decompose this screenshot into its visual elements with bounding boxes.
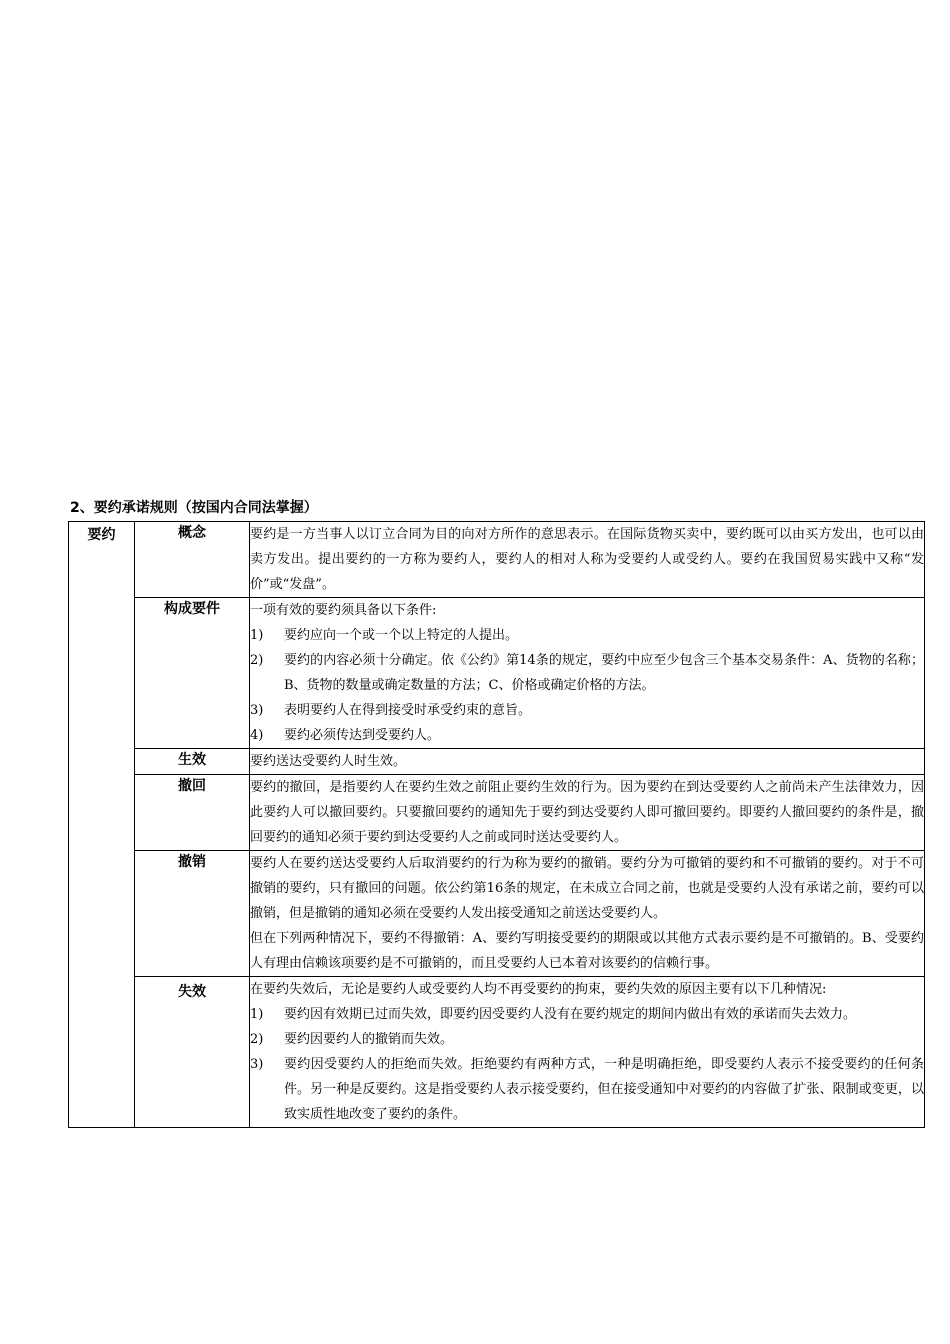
list-number: 2)	[250, 653, 264, 668]
list-item	[250, 698, 924, 723]
list-text: 要约应向一个或一个以上特定的人提出。	[284, 628, 519, 643]
list-number: 1)	[250, 628, 264, 643]
list-item	[250, 648, 924, 698]
list-number: 1)	[250, 1007, 264, 1022]
category-label: 要约	[87, 527, 116, 543]
row-label: 失效	[135, 977, 250, 1128]
list-text: 要约因受要约人的拒绝而失效。拒绝要约有两种方式，一种是明确拒绝，即受要约人表示不接受要约的任何条件。另一种是反要约。这是指受要约人表示接受要约，但在接受通知中对要约的内容做了扩张、限制或变更，以致实质性地改变了要约的条件。	[284, 1057, 924, 1122]
row-content	[250, 851, 925, 977]
paragraph: 要约是一方当事人以订立合同为目的向对方所作的意思表示。在国际货物买卖中，要约既可以由买方发出，也可以由卖方发出。提出要约的一方称为要约人，要约人的相对人称为受要约人或受约人。要约在我国贸易实践中又称“发价”或“发盘”。	[250, 527, 924, 592]
table-row	[69, 749, 925, 775]
paragraph: 但在下列两种情况下，要约不得撤销：A、要约写明接受要约的期限或以其他方式表示要约是不可撤销的。B、受要约人有理由信赖该项要约是不可撤销的，而且受要约人已本着对该要约的信赖行事。	[250, 931, 924, 971]
intro-text: 一项有效的要约须具备以下条件:	[250, 603, 437, 618]
intro-text: 在要约失效后，无论是要约人或受要约人均不再受要约的拘束，要约失效的原因主要有以下几种情况:	[250, 982, 827, 997]
table-row	[69, 977, 925, 1128]
list-item	[250, 623, 924, 648]
list-text: 表明要约人在得到接受时承受约束的意旨。	[284, 703, 532, 718]
section-heading: 2、要约承诺规则（按国内合同法掌握）	[70, 500, 318, 516]
row-label: 概念	[135, 522, 250, 598]
list-text: 要约必须传达到受要约人。	[284, 728, 441, 743]
row-content	[250, 522, 925, 598]
row-content	[250, 775, 925, 851]
list-text: 要约因要约人的撤销而失效。	[284, 1032, 454, 1047]
row-label: 撤销	[135, 851, 250, 977]
row-content	[250, 977, 925, 1128]
paragraph: 要约的撤回，是指要约人在要约生效之前阻止要约生效的行为。因为要约在到达受要约人之前尚未产生法律效力，因此要约人可以撤回要约。只要撤回要约的通知先于要约到达受要约人即可撤回要约。即要约人撤回要约的条件是，撤回要约的通知必须于要约到达受要约人之前或同时送达受要约人。	[250, 780, 924, 845]
list-item	[250, 1052, 924, 1127]
offer-rules-table	[68, 521, 925, 1128]
table-row	[69, 522, 925, 598]
table-row	[69, 598, 925, 749]
list-item	[250, 723, 924, 748]
list-number: 4)	[250, 728, 264, 743]
table-row	[69, 851, 925, 977]
row-content	[250, 749, 925, 775]
list-text: 要约因有效期已过而失效，即要约因受要约人没有在要约规定的期间内做出有效的承诺而失去效力。	[284, 1007, 857, 1022]
list-number: 3)	[250, 1057, 264, 1072]
row-label: 撤回	[135, 775, 250, 851]
list-text: 要约的内容必须十分确定。依《公约》第14条的规定，要约中应至少包含三个基本交易条件：A、货物的名称；B、货物的数量或确定数量的方法；C、价格或确定价格的方法。	[284, 653, 924, 693]
paragraph: 要约人在要约送达受要约人后取消要约的行为称为要约的撤销。要约分为可撤销的要约和不可撤销的要约。对于不可撤销的要约，只有撤回的问题。依公约第16条的规定，在未成立合同之前，也就是受要约人没有承诺之前，要约可以撤销，但是撤销的通知必须在受要约人发出接受通知之前送达受要约人。	[250, 856, 924, 921]
row-content	[250, 598, 925, 749]
row-label: 构成要件	[135, 598, 250, 749]
list-item	[250, 1002, 924, 1027]
table-row	[69, 775, 925, 851]
list-number: 3)	[250, 703, 264, 718]
list-number: 2)	[250, 1032, 264, 1047]
list-item	[250, 1027, 924, 1052]
paragraph: 要约送达受要约人时生效。	[250, 754, 407, 769]
category-cell	[69, 522, 135, 1128]
row-label: 生效	[135, 749, 250, 775]
